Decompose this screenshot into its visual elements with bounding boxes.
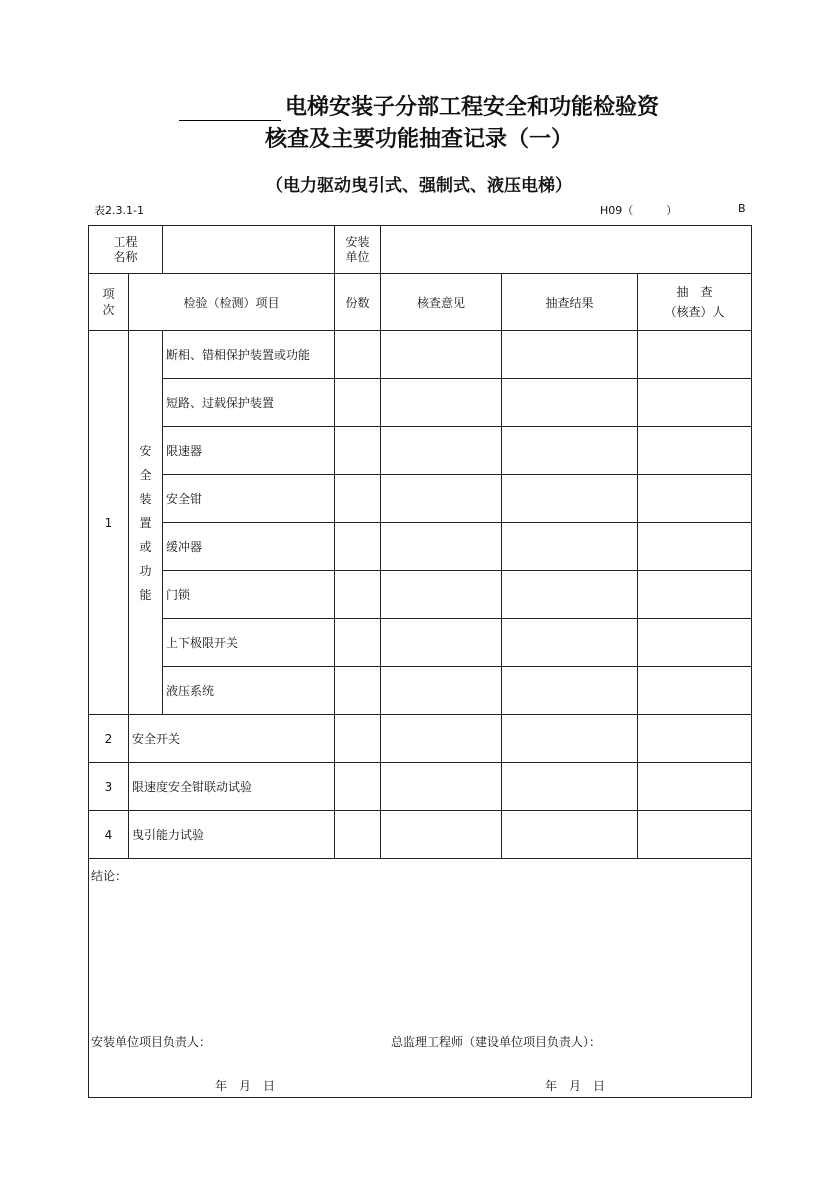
table-row xyxy=(89,427,752,475)
conclusion-label: 结论： xyxy=(91,869,128,883)
item-name: 安全开关 xyxy=(129,715,335,763)
result-cell[interactable] xyxy=(502,571,638,619)
result-cell[interactable] xyxy=(502,811,638,859)
checker-cell[interactable] xyxy=(638,811,752,859)
table-number: 表2.3.1-1 xyxy=(94,204,144,217)
form-suffix: B xyxy=(738,202,746,215)
form-subtitle: （电力驱动曳引式、强制式、液压电梯） xyxy=(266,176,572,196)
table-row xyxy=(89,763,752,811)
table-row xyxy=(89,475,752,523)
col-header-item: 检验（检测）项目 xyxy=(129,274,335,331)
opinion-cell[interactable] xyxy=(381,619,502,667)
checker-cell[interactable] xyxy=(638,715,752,763)
result-cell[interactable] xyxy=(502,763,638,811)
checker-cell[interactable] xyxy=(638,379,752,427)
item-no: 4 xyxy=(89,811,129,859)
copies-cell[interactable] xyxy=(335,523,381,571)
item-name: 曳引能力试验 xyxy=(129,811,335,859)
checker-cell[interactable] xyxy=(638,427,752,475)
install-unit-field[interactable] xyxy=(381,226,752,274)
copies-cell[interactable] xyxy=(335,379,381,427)
project-name-field[interactable] xyxy=(163,226,335,274)
result-cell[interactable] xyxy=(502,619,638,667)
checker-cell[interactable] xyxy=(638,763,752,811)
table-row xyxy=(89,331,752,379)
copies-cell[interactable] xyxy=(335,331,381,379)
result-cell[interactable] xyxy=(502,379,638,427)
project-name-label: 工程名称 xyxy=(89,226,163,274)
col-header-result: 抽查结果 xyxy=(502,274,638,331)
form-title-line1 xyxy=(0,90,838,121)
result-cell[interactable] xyxy=(502,523,638,571)
form-code: H09（ ） xyxy=(600,204,678,217)
table-row xyxy=(89,571,752,619)
opinion-cell[interactable] xyxy=(381,763,502,811)
copies-cell[interactable] xyxy=(335,763,381,811)
checker-cell[interactable] xyxy=(638,571,752,619)
copies-cell[interactable] xyxy=(335,475,381,523)
supervisor-label: 总监理工程师（建设单位项目负责人）： xyxy=(391,1035,602,1049)
title-text: 电梯安装子分部工程安全和功能检验资 xyxy=(284,95,659,120)
copies-cell[interactable] xyxy=(335,667,381,715)
result-cell[interactable] xyxy=(502,427,638,475)
item-name: 门锁 xyxy=(163,571,335,619)
table-row xyxy=(89,619,752,667)
result-cell[interactable] xyxy=(502,331,638,379)
opinion-cell[interactable] xyxy=(381,523,502,571)
table-row xyxy=(89,667,752,715)
opinion-cell[interactable] xyxy=(381,379,502,427)
form-title-line2: 核查及主要功能抽查记录（一） xyxy=(264,127,573,152)
conclusion-area[interactable] xyxy=(89,859,752,1098)
copies-cell[interactable] xyxy=(335,427,381,475)
item-name: 断相、错相保护装置或功能 xyxy=(163,331,335,379)
item-name: 上下极限开关 xyxy=(163,619,335,667)
table-row xyxy=(89,715,752,763)
checker-cell[interactable] xyxy=(638,475,752,523)
date-supervisor: 年 月 日 xyxy=(545,1079,606,1093)
copies-cell[interactable] xyxy=(335,619,381,667)
result-cell[interactable] xyxy=(502,667,638,715)
item-no: 3 xyxy=(89,763,129,811)
checker-cell[interactable] xyxy=(638,667,752,715)
checker-cell[interactable] xyxy=(638,619,752,667)
checker-cell[interactable] xyxy=(638,331,752,379)
item-name: 限速度安全钳联动试验 xyxy=(129,763,335,811)
opinion-cell[interactable] xyxy=(381,811,502,859)
item-no: 2 xyxy=(89,715,129,763)
copies-cell[interactable] xyxy=(335,571,381,619)
opinion-cell[interactable] xyxy=(381,475,502,523)
checker-cell[interactable] xyxy=(638,523,752,571)
item-name: 安全钳 xyxy=(163,475,335,523)
result-cell[interactable] xyxy=(502,475,638,523)
col-header-checker: 抽 查 （核查）人 xyxy=(638,274,752,331)
group-label: 安 全 装 置 或 功 能 xyxy=(129,331,163,715)
col-header-copies: 份数 xyxy=(335,274,381,331)
opinion-cell[interactable] xyxy=(381,571,502,619)
inspection-table xyxy=(88,225,752,1098)
result-cell[interactable] xyxy=(502,715,638,763)
item-name: 液压系统 xyxy=(163,667,335,715)
install-unit-label: 安装单位 xyxy=(335,226,381,274)
table-row xyxy=(89,379,752,427)
opinion-cell[interactable] xyxy=(381,427,502,475)
opinion-cell[interactable] xyxy=(381,331,502,379)
copies-cell[interactable] xyxy=(335,811,381,859)
item-name: 缓冲器 xyxy=(163,523,335,571)
opinion-cell[interactable] xyxy=(381,715,502,763)
col-header-no: 项次 xyxy=(89,274,129,331)
item-no: 1 xyxy=(89,331,129,715)
copies-cell[interactable] xyxy=(335,715,381,763)
col-header-opinion: 核查意见 xyxy=(381,274,502,331)
table-row xyxy=(89,811,752,859)
item-name: 限速器 xyxy=(163,427,335,475)
install-manager-label: 安装单位项目负责人： xyxy=(91,1035,212,1049)
date-install: 年 月 日 xyxy=(215,1079,276,1093)
item-name: 短路、过载保护装置 xyxy=(163,379,335,427)
table-row xyxy=(89,523,752,571)
opinion-cell[interactable] xyxy=(381,667,502,715)
title-blank[interactable] xyxy=(179,96,281,121)
